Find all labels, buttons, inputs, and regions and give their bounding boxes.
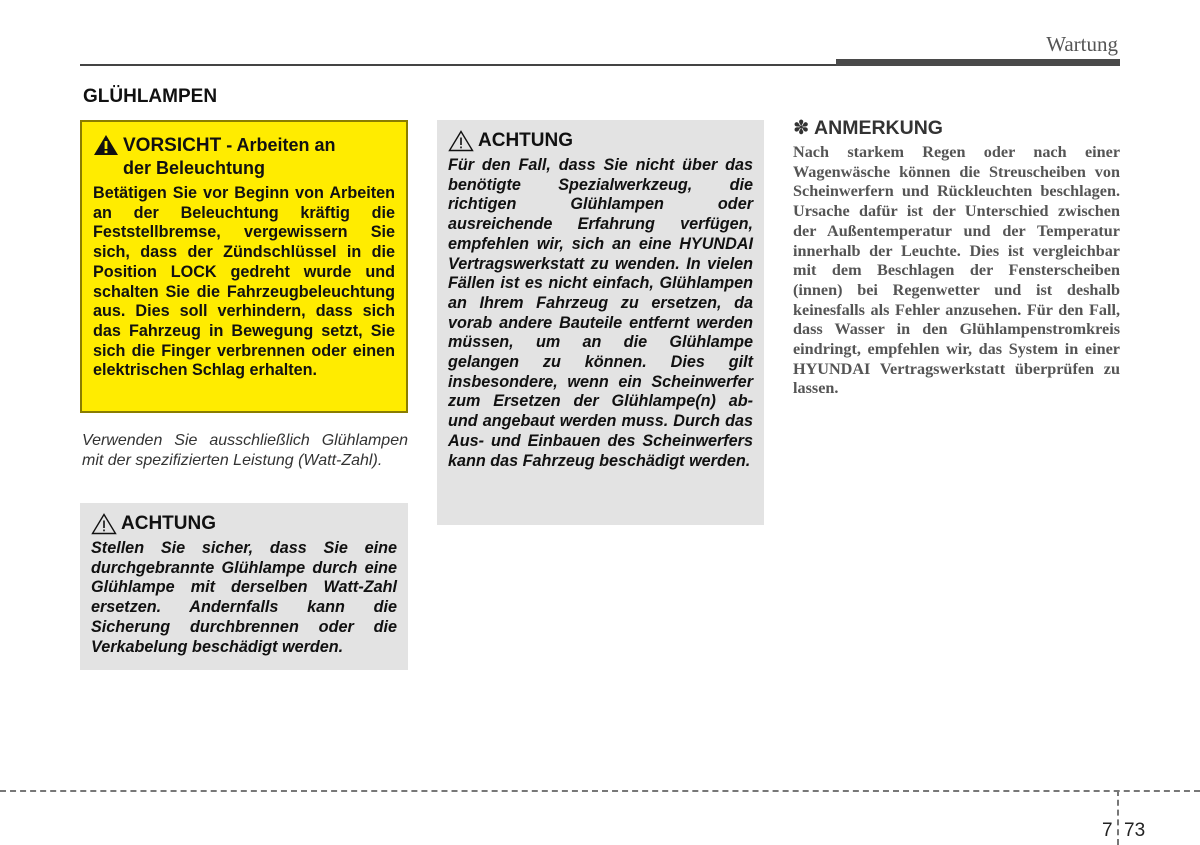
attention-box-title bbox=[448, 130, 753, 152]
caution-box-body: Betätigen Sie vor Beginn von Arbeiten an der Beleuchtung kräftig die Feststellbremse, vergewissern Sie sich, dass der Zündschlüssel in die Position LOCK gedreht wurde und schalten Sie die Fahrzeugbeleuchtung aus. Dies soll verhindern, dass sich das Fahrzeug in Bewegung setzt, Sie sich die Finger verbrennen oder einen elektrischen Schlag erhalten. bbox=[93, 184, 395, 380]
caution-box bbox=[80, 120, 408, 413]
remark-body: Nach starkem Regen oder nach einer Wagenwäsche können die Streuscheiben von Scheinwerfern und Rückleuchten beschlagen. Ursache dafür ist der Unterschied zwischen der Außentemperatur und der Temperatur innerhalb der Leuchte. Dies ist vergleichbar mit dem Beschlagen der Fensterscheiben (innen) bei Regenwetter und ist deshalb keinesfalls als Fehler anzusehen. Für den Fall, dass Wasser in den Glühlampenstromkreis eindringt, empfehlen wir, das System in einer HYUNDAI Vertragswerkstatt überprüfen zu lassen. bbox=[793, 143, 1120, 398]
attention-title: ACHTUNG bbox=[121, 513, 216, 534]
attention-box-workshop bbox=[437, 120, 764, 525]
warning-triangle-filled-icon bbox=[93, 134, 119, 156]
caution-title-main: VORSICHT bbox=[123, 135, 222, 156]
caution-title-line2: der Beleuchtung bbox=[123, 158, 266, 178]
header-rule-accent bbox=[836, 59, 1120, 66]
chapter-number: 7 bbox=[1102, 820, 1113, 841]
caution-title-suffix: - Arbeiten an bbox=[221, 135, 336, 155]
warning-triangle-outline-icon bbox=[448, 130, 474, 152]
header-rule bbox=[80, 64, 836, 66]
remark-heading: ✽ ANMERKUNG bbox=[793, 117, 943, 139]
wattage-note: Verwenden Sie ausschließlich Glühlampen mit der spezifizierten Leistung (Watt-Zahl). bbox=[82, 432, 408, 469]
page-header-title: Wartung bbox=[1046, 32, 1118, 56]
warning-triangle-outline-icon bbox=[91, 513, 117, 535]
attention-box-title bbox=[91, 513, 397, 535]
footer-divider bbox=[0, 790, 1200, 792]
attention-box-body: Für den Fall, dass Sie nicht über das benötigte Spezialwerkzeug, die richtigen Glühlampen oder ausreichende Erfahrung verfügen, empfehlen wir, sich an eine HYUNDAI Vertragswerkstatt zu wenden. In vielen Fällen ist es nicht einfach, Glühlampen an Ihrem Fahrzeug zu ersetzen, da vorab andere Bauteile entfernt werden müssen, um an die Glühlampe gelangen zu können. Dies gilt insbesondere, wenn ein Scheinwerfer zum Ersetzen der Glühlampe(n) ab- und angebaut werden muss. Durch das Aus- und Einbauen des Scheinwerfers kann das Fahrzeug beschädigt werden. bbox=[448, 156, 753, 470]
attention-title: ACHTUNG bbox=[478, 130, 573, 151]
section-heading: GLÜHLAMPEN bbox=[83, 86, 218, 107]
page-number: 73 bbox=[1124, 820, 1146, 841]
caution-box-title bbox=[93, 134, 395, 180]
footer-page-separator bbox=[1117, 790, 1119, 845]
attention-box-wattage bbox=[80, 503, 408, 670]
attention-box-body: Stellen Sie sicher, dass Sie eine durchgebrannte Glühlampe durch eine Glühlampe mit derselben Watt-Zahl ersetzen. Andernfalls kann die Sicherung durchbrennen oder die Verkabelung beschädigt werden. bbox=[91, 539, 397, 656]
